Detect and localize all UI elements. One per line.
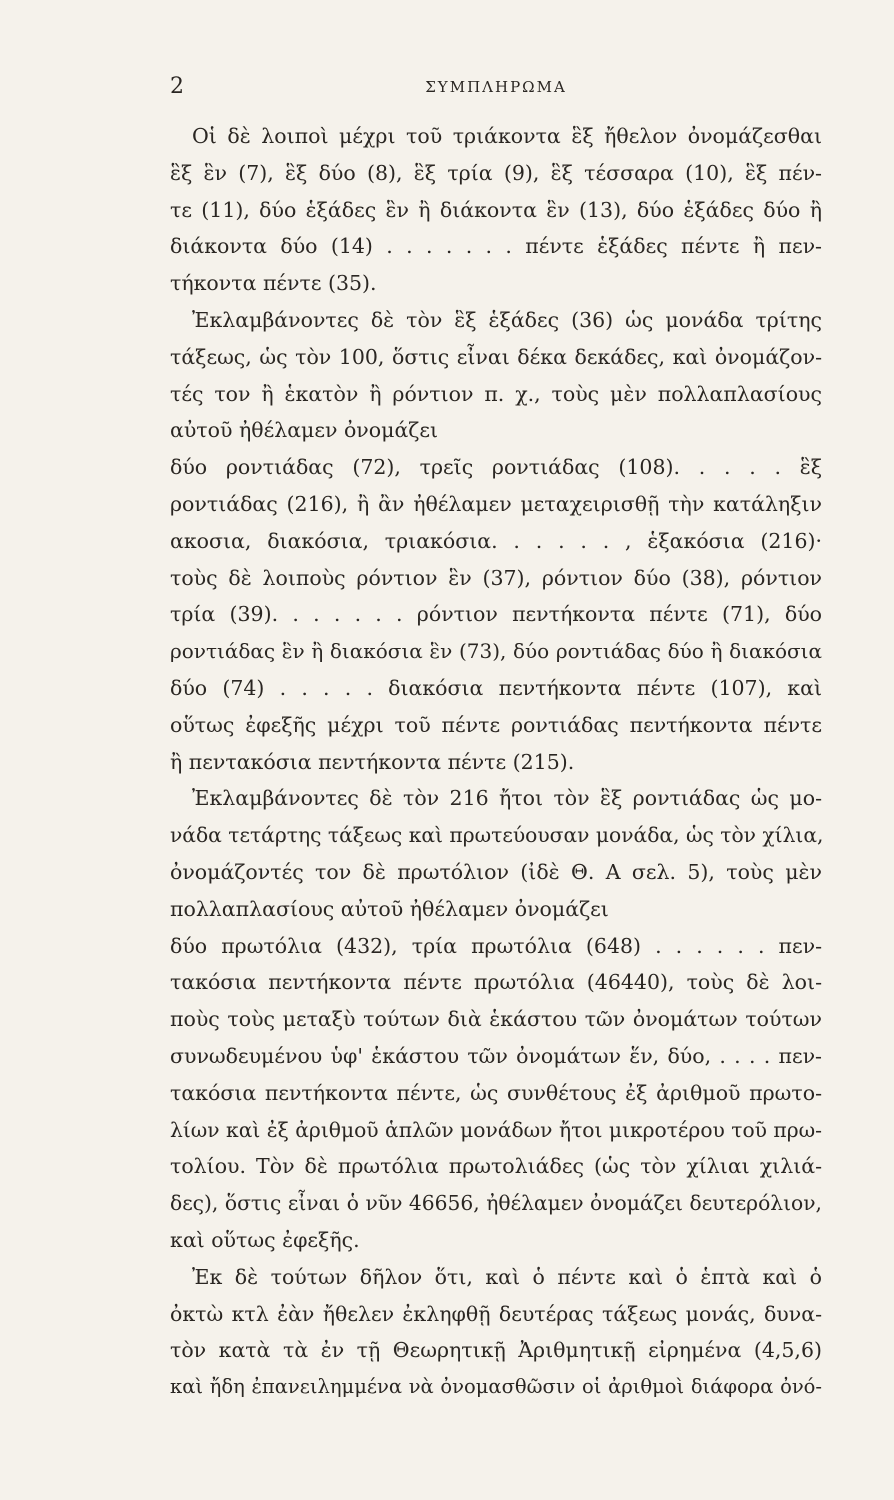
text-line: τολίου. Τὸν δὲ πρωτόλια πρωτολιάδες (ὡς τὸν χίλιαι χιλιά- — [170, 1154, 822, 1179]
text-line: πολλαπλασίους αὐτοῦ ἠθέλαμεν ὀνομάζει — [170, 896, 609, 921]
text-line: ὀκτὼ κτλ ἐὰν ἤθελεν ἐκληφθῇ δευτέρας τάξεως μονάς, δυνα- — [170, 1301, 822, 1326]
body-text — [170, 118, 822, 1406]
text-line: δύο (74) . . . . . διακόσια πεντήκοντα πέντε (107), καὶ — [170, 675, 822, 700]
text-line: διάκοντα δύο (14) . . . . . . . πέντε ἑξάδες πέντε ἢ πεν- — [170, 234, 822, 259]
text-line: συνωδευμένου ὑφ' ἑκάστου τῶν ὀνομάτων ἕν, δύο, . . . . πεν- — [170, 1043, 822, 1068]
text-line: ἓξ ἓν (7), ἓξ δύο (8), ἓξ τρία (9), ἓξ τέσσαρα (10), ἓξ πέν- — [170, 160, 822, 185]
text-line: ροντιάδας ἓν ἢ διακόσια ἓν (73), δύο ροντιάδας δύο ἢ διακόσια — [170, 639, 822, 664]
running-title: ΣΥΜΠΛΗΡΩΜΑ — [425, 78, 567, 96]
text-line: τές τον ἢ ἑκατὸν ἢ ρόντιον π. χ., τοὺς μὲν πολλαπλασίους — [170, 381, 822, 406]
page-header — [170, 74, 822, 104]
text-line: ακοσια, διακόσια, τριακόσια. . . . . . , ἑξακόσια (216)· — [170, 528, 822, 553]
text-line: οὕτως ἐφεξῆς μέχρι τοῦ πέντε ροντιάδας πεντήκοντα πέντε — [170, 712, 822, 737]
text-line: καὶ οὕτως ἐφεξῆς. — [170, 1227, 360, 1252]
text-line: ποὺς τοὺς μεταξὺ τούτων διὰ ἑκάστου τῶν ὀνομάτων τούτων — [170, 1007, 822, 1032]
text-line: Οἱ δὲ λοιποὶ μέχρι τοῦ τριάκοντα ἓξ ἤθελον ὀνομάζεσθαι — [192, 124, 822, 148]
page-number: 2 — [170, 74, 184, 99]
text-line: τοὺς δὲ λοιποὺς ρόντιον ἓν (37), ρόντιον δύο (38), ρόντιον — [170, 565, 822, 590]
text-line: τε (11), δύο ἑξάδες ἓν ἢ διάκοντα ἓν (13), δύο ἑξάδες δύο ἢ — [170, 197, 822, 222]
text-line: τακόσια πεντήκοντα πέντε, ὡς συνθέτους ἐξ ἀριθμοῦ πρωτο- — [170, 1080, 822, 1105]
text-line: καὶ ἤδη ἐπανειλημμένα νὰ ὀνομασθῶσιν οἱ ἀριθμοὶ διάφορα ὀνό- — [170, 1375, 822, 1399]
text-line: δύο πρωτόλια (432), τρία πρωτόλια (648) . . . . . . πεν- — [170, 933, 822, 958]
text-line: δύο ροντιάδας (72), τρεῖς ροντιάδας (108). . . . . ἓξ — [170, 455, 822, 480]
text-line: ὀνομάζοντές τον δὲ πρωτόλιον (ἰδὲ Θ. Α σελ. 5), τοὺς μὲν — [170, 859, 822, 884]
text-line: τάξεως, ὡς τὸν 100, ὅστις εἶναι δέκα δεκάδες, καὶ ὀνομάζον- — [170, 344, 822, 369]
text-line: λίων καὶ ἐξ ἀριθμοῦ ἁπλῶν μονάδων ἤτοι μικροτέρου τοῦ πρω- — [170, 1117, 822, 1142]
text-line: Ἐκ δὲ τούτων δῆλον ὅτι, καὶ ὁ πέντε καὶ ὁ ἑπτὰ καὶ ὁ — [192, 1264, 822, 1289]
text-line: ροντιάδας (216), ἢ ἂν ἠθέλαμεν μεταχειρισθῇ τὴν κατάληξιν — [170, 491, 822, 516]
text-line: Ἐκλαμβάνοντες δὲ τὸν 216 ἤτοι τὸν ἓξ ροντιάδας ὡς μο- — [192, 786, 822, 811]
text-line: αὐτοῦ ἠθέλαμεν ὀνομάζει — [170, 418, 439, 443]
text-line: Ἐκλαμβάνοντες δὲ τὸν ἓξ ἑξάδες (36) ὡς μονάδα τρίτης — [192, 307, 822, 332]
text-line: δες), ὅστις εἶναι ὁ νῦν 46656, ἠθέλαμεν ὀνομάζει δευτερόλιον, — [170, 1191, 822, 1216]
text-line: τρία (39). . . . . . . ρόντιον πεντήκοντα πέντε (71), δύο — [170, 602, 822, 627]
text-line: ἢ πεντακόσια πεντήκοντα πέντε (215). — [170, 749, 575, 774]
text-line: τὸν κατὰ τὰ ἐν τῇ Θεωρητικῇ Ἀριθμητικῇ εἰρημένα (4,5,6) — [170, 1338, 822, 1363]
text-line: τακόσια πεντήκοντα πέντε πρωτόλια (46440), τοὺς δὲ λοι- — [170, 970, 822, 995]
text-line: τήκοντα πέντε (35). — [170, 271, 377, 296]
text-line: νάδα τετάρτης τάξεως καὶ πρωτεύουσαν μονάδα, ὡς τὸν χίλια, — [170, 823, 824, 848]
